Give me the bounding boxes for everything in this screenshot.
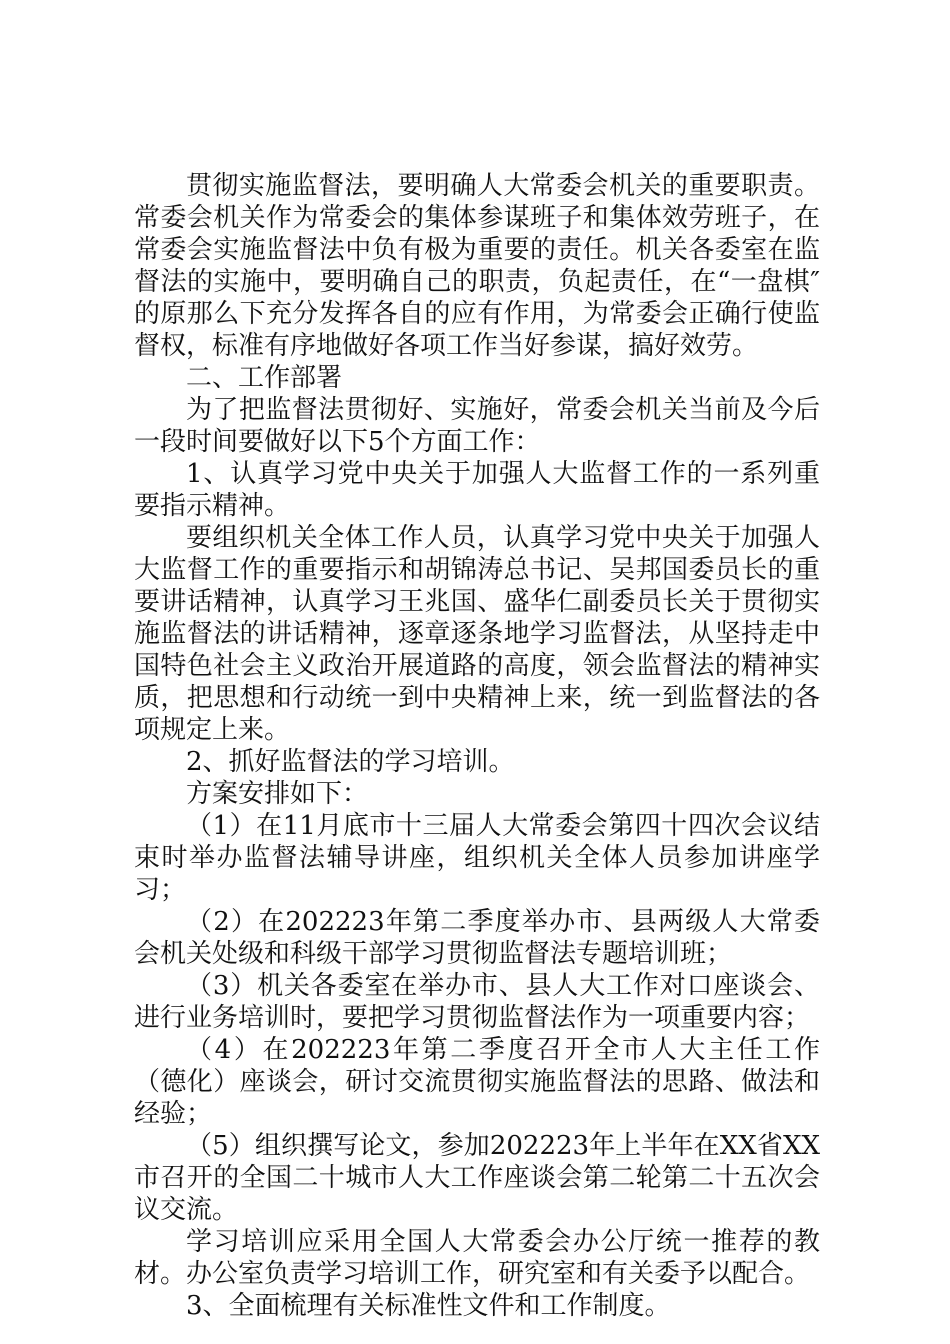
numbered-heading: 3、全面梳理有关标准性文件和工作制度。 (186, 1291, 671, 1321)
body-paragraph: 方案安排如下： (186, 779, 369, 809)
list-item: （4）在202223年第二季度召开全市人大主任工作（德化）座谈会，研讨交流贯彻实施监督法的思路、做法和经验； (134, 1035, 820, 1129)
list-item: （1）在11月底市十三届人大常委会第四十四次会议结束时举办监督法辅导讲座，组织机关全体人员参加讲座学习； (134, 811, 820, 905)
section-heading: 二、工作部署 (186, 363, 343, 393)
body-paragraph: 要组织机关全体工作人员，认真学习党中央关于加强人大监督工作的重要指示和胡锦涛总书记、吴邦国委员长的重要讲话精神，认真学习王兆国、盛华仁副委员长关于贯彻实施监督法的讲话精神，逐章逐条地学习监督法，从坚持走中国特色社会主义政治开展道路的高度，领会监督法的精神实质，把思想和行动统一到中央精神上来，统一到监督法的各项规定上来。 (134, 523, 820, 745)
list-item: （2）在202223年第二季度举办市、县两级人大常委会机关处级和科级干部学习贯彻监督法专题培训班； (134, 907, 820, 969)
list-item: （3）机关各委室在举办市、县人大工作对口座谈会、进行业务培训时，要把学习贯彻监督法作为一项重要内容； (134, 971, 820, 1033)
document-body (134, 170, 820, 1322)
body-paragraph: 学习培训应采用全国人大常委会办公厅统一推荐的教材。办公室负责学习培训工作，研究室和有关委予以配合。 (134, 1227, 820, 1289)
list-item: （5）组织撰写论文，参加202223年上半年在XX省XX市召开的全国二十城市人大工作座谈会第二轮第二十五次会议交流。 (134, 1131, 820, 1225)
body-paragraph: 贯彻实施监督法，要明确人大常委会机关的重要职责。常委会机关作为常委会的集体参谋班子和集体效劳班子，在常委会实施监督法中负有极为重要的责任。机关各委室在监督法的实施中，要明确自己的职责，负起责任，在“一盘棋″的原那么下充分发挥各自的应有作用，为常委会正确行使监督权，标准有序地做好各项工作当好参谋，搞好效劳。 (134, 171, 820, 361)
numbered-heading: 1、认真学习党中央关于加强人大监督工作的一系列重要指示精神。 (134, 459, 820, 521)
numbered-heading: 2、抓好监督法的学习培训。 (186, 747, 515, 777)
body-paragraph: 为了把监督法贯彻好、实施好，常委会机关当前及今后一段时间要做好以下5个方面工作： (134, 395, 820, 457)
